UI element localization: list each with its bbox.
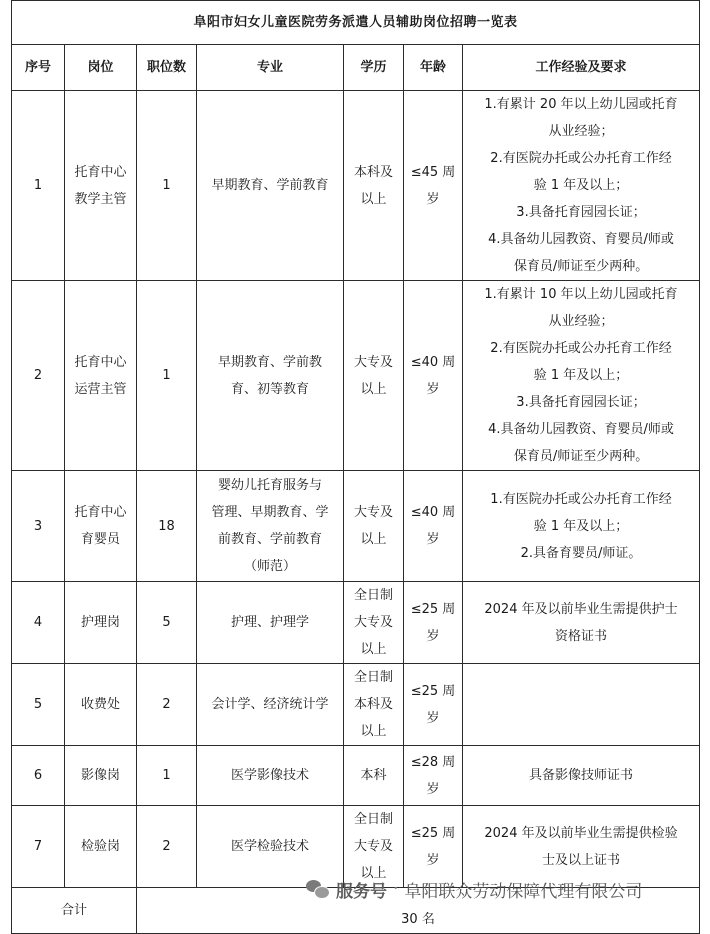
- cell-position-line: 运营主管: [74, 381, 127, 397]
- cell-position-line: 托育中心: [74, 164, 127, 180]
- cell-position: [65, 582, 137, 664]
- header-count: 职位数: [137, 45, 197, 91]
- watermark-service: 服务号: [336, 881, 387, 902]
- cell-count: 5: [137, 582, 197, 664]
- header-row: [12, 45, 700, 91]
- cell-requirements: [463, 664, 700, 746]
- cell-age-line: 岁: [426, 781, 440, 797]
- cell-requirements-line: 1.有累计 10 年以上幼儿园或托育: [484, 287, 678, 302]
- cell-count: 2: [137, 806, 197, 888]
- cell-age: [404, 281, 463, 471]
- cell-requirements-line: 1.有医院办托或公办托育工作经: [490, 491, 672, 507]
- header-requirements: 工作经验及要求: [463, 45, 700, 91]
- cell-position: [65, 664, 137, 746]
- cell-count: 1: [137, 746, 197, 806]
- table-row: [12, 746, 700, 806]
- cell-requirements-line: 从业经验；: [548, 314, 614, 329]
- cell-education-line: 全日制: [353, 812, 393, 827]
- cell-age-line: 岁: [426, 628, 440, 644]
- cell-education-line: 大专及: [353, 505, 393, 520]
- cell-education-line: 大专及: [353, 354, 393, 370]
- cell-position-line: 托育中心: [74, 354, 127, 370]
- table-row: [12, 471, 700, 582]
- cell-age: [404, 582, 463, 664]
- cell-education: [344, 582, 404, 664]
- cell-education-line: 以上: [360, 724, 387, 739]
- header-position: 岗位: [65, 45, 137, 91]
- cell-requirements-line: 3.具备托育园园长证；: [516, 395, 646, 410]
- cell-requirements-line: 1.有累计 20 年以上幼儿园或托育: [484, 97, 678, 112]
- table-row: [12, 664, 700, 746]
- cell-major-line: 医学检验技术: [230, 839, 309, 854]
- cell-no: 7: [12, 806, 65, 888]
- cell-major: [197, 582, 344, 664]
- cell-requirements: [463, 281, 700, 471]
- cell-education-line: 以上: [360, 866, 387, 881]
- cell-requirements: [463, 471, 700, 582]
- cell-education-line: 大专及: [353, 615, 393, 630]
- cell-count: 1: [137, 281, 197, 471]
- cell-position-line: 教学主管: [74, 191, 127, 207]
- header-age: 年龄: [404, 45, 463, 91]
- cell-position-line: 影像岗: [80, 768, 120, 783]
- cell-education-line: 大专及: [353, 839, 393, 854]
- cell-requirements-line: 从业经验；: [548, 124, 614, 139]
- cell-requirements-line: 2024 年及以前毕业生需提供护士: [484, 601, 678, 617]
- cell-requirements-line: 2024 年及以前毕业生需提供检验: [484, 825, 678, 841]
- cell-education: [344, 91, 404, 281]
- cell-requirements-line: 3.具备托育园园长证；: [516, 205, 646, 220]
- cell-major: [197, 664, 344, 746]
- cell-requirements: [463, 582, 700, 664]
- cell-requirements: [463, 746, 700, 806]
- cell-requirements-line: 保育员/师证至少两种。: [513, 449, 649, 464]
- cell-no: 2: [12, 281, 65, 471]
- cell-major: [197, 471, 344, 582]
- cell-requirements-line: 2.具备育婴员/师证。: [520, 545, 642, 561]
- cell-position-line: 托育中心: [74, 505, 127, 520]
- cell-age-line: 岁: [426, 532, 440, 547]
- header-major: 专业: [197, 45, 344, 91]
- cell-count: 1: [137, 91, 197, 281]
- cell-education-line: 本科: [360, 768, 387, 783]
- cell-requirements-line: 2.有医院办托或公办托育工作经: [490, 151, 672, 166]
- header-education: 学历: [344, 45, 404, 91]
- table-title: 阜阳市妇女儿童医院劳务派遣人员辅助岗位招聘一览表: [12, 1, 700, 45]
- cell-education-line: 本科及: [353, 164, 393, 180]
- cell-requirements-line: 2.有医院办托或公办托育工作经: [490, 341, 672, 356]
- cell-position-line: 育婴员: [80, 532, 120, 547]
- cell-no: 3: [12, 471, 65, 582]
- cell-age: [404, 664, 463, 746]
- cell-no: 5: [12, 664, 65, 746]
- cell-age-line: ≤40 周: [410, 505, 456, 520]
- cell-requirements-line: 4.具备幼儿园教资、育婴员/师或: [488, 232, 674, 247]
- cell-age-line: ≤25 周: [410, 825, 456, 841]
- cell-position: [65, 746, 137, 806]
- cell-requirements-line: 4.具备幼儿园教资、育婴员/师或: [488, 422, 674, 437]
- cell-major-line: 早期教育、学前教育: [211, 178, 329, 193]
- cell-major-line: 会计学、经济统计学: [211, 697, 329, 712]
- cell-requirements-line: 保育员/师证至少两种。: [513, 259, 649, 274]
- cell-age-line: ≤25 周: [410, 683, 456, 699]
- cell-count: 18: [137, 471, 197, 582]
- cell-age-line: ≤40 周: [410, 354, 456, 370]
- cell-age-line: 岁: [426, 852, 440, 868]
- cell-major-line: 前教育、学前教育: [217, 532, 322, 547]
- cell-education-line: 以上: [360, 532, 387, 547]
- watermark-separator: ·: [393, 879, 399, 899]
- title-row: [12, 1, 700, 45]
- cell-age: [404, 91, 463, 281]
- total-label: 合计: [12, 888, 137, 934]
- cell-position: [65, 91, 137, 281]
- cell-no: 6: [12, 746, 65, 806]
- cell-education-line: 以上: [360, 381, 387, 397]
- cell-education: [344, 471, 404, 582]
- header-no: 序号: [12, 45, 65, 91]
- cell-requirements-line: 具备影像技师证书: [529, 768, 634, 783]
- cell-age: [404, 471, 463, 582]
- cell-major-line: 管理、早期教育、学: [211, 505, 329, 520]
- cell-age-line: ≤45 周: [410, 164, 456, 180]
- cell-position-line: 检验岗: [80, 839, 120, 854]
- cell-requirements-line: 验 1 年及以上；: [533, 518, 629, 534]
- cell-position: [65, 471, 137, 582]
- recruitment-table: [11, 0, 700, 934]
- table-row: [12, 281, 700, 471]
- table-row: [12, 582, 700, 664]
- table-row: [12, 91, 700, 281]
- cell-education: [344, 281, 404, 471]
- cell-major-line: 早期教育、学前教: [217, 354, 322, 370]
- cell-education-line: 以上: [360, 191, 387, 207]
- cell-education-line: 全日制: [353, 588, 393, 603]
- cell-requirements: [463, 91, 700, 281]
- cell-no: 4: [12, 582, 65, 664]
- watermark-company: 阜阳联众劳动保障代理有限公司: [404, 881, 643, 902]
- cell-education: [344, 746, 404, 806]
- total-value: 30 名: [137, 888, 700, 934]
- cell-age-line: 岁: [426, 710, 440, 726]
- cell-education-line: 本科及: [353, 697, 393, 712]
- cell-position: [65, 281, 137, 471]
- cell-age-line: 岁: [426, 191, 440, 207]
- cell-position-line: 收费处: [80, 697, 120, 712]
- cell-requirements-line: 士及以上证书: [542, 852, 621, 868]
- cell-major-line: 护理、护理学: [230, 615, 309, 630]
- cell-requirements-line: 验 1 年及以上；: [533, 368, 629, 383]
- cell-major-line: 医学影像技术: [230, 768, 309, 783]
- wechat-icon: [306, 879, 330, 899]
- cell-requirements-line: 验 1 年及以上；: [533, 178, 629, 193]
- cell-position: [65, 806, 137, 888]
- cell-major-line: 婴幼儿托育服务与: [217, 478, 322, 493]
- cell-age: [404, 746, 463, 806]
- cell-major-line: （师范）: [243, 559, 296, 574]
- cell-count: 2: [137, 664, 197, 746]
- cell-requirements-line: 资格证书: [555, 628, 608, 644]
- watermark: [306, 876, 642, 902]
- cell-major: [197, 91, 344, 281]
- cell-education: [344, 664, 404, 746]
- cell-major: [197, 281, 344, 471]
- cell-position-line: 护理岗: [80, 615, 120, 630]
- cell-no: 1: [12, 91, 65, 281]
- cell-age-line: ≤25 周: [410, 601, 456, 617]
- cell-education-line: 全日制: [353, 670, 393, 685]
- cell-major: [197, 746, 344, 806]
- cell-age-line: 岁: [426, 381, 440, 397]
- cell-age-line: ≤28 周: [410, 754, 456, 770]
- cell-major-line: 育、初等教育: [230, 381, 309, 397]
- cell-education-line: 以上: [360, 642, 387, 657]
